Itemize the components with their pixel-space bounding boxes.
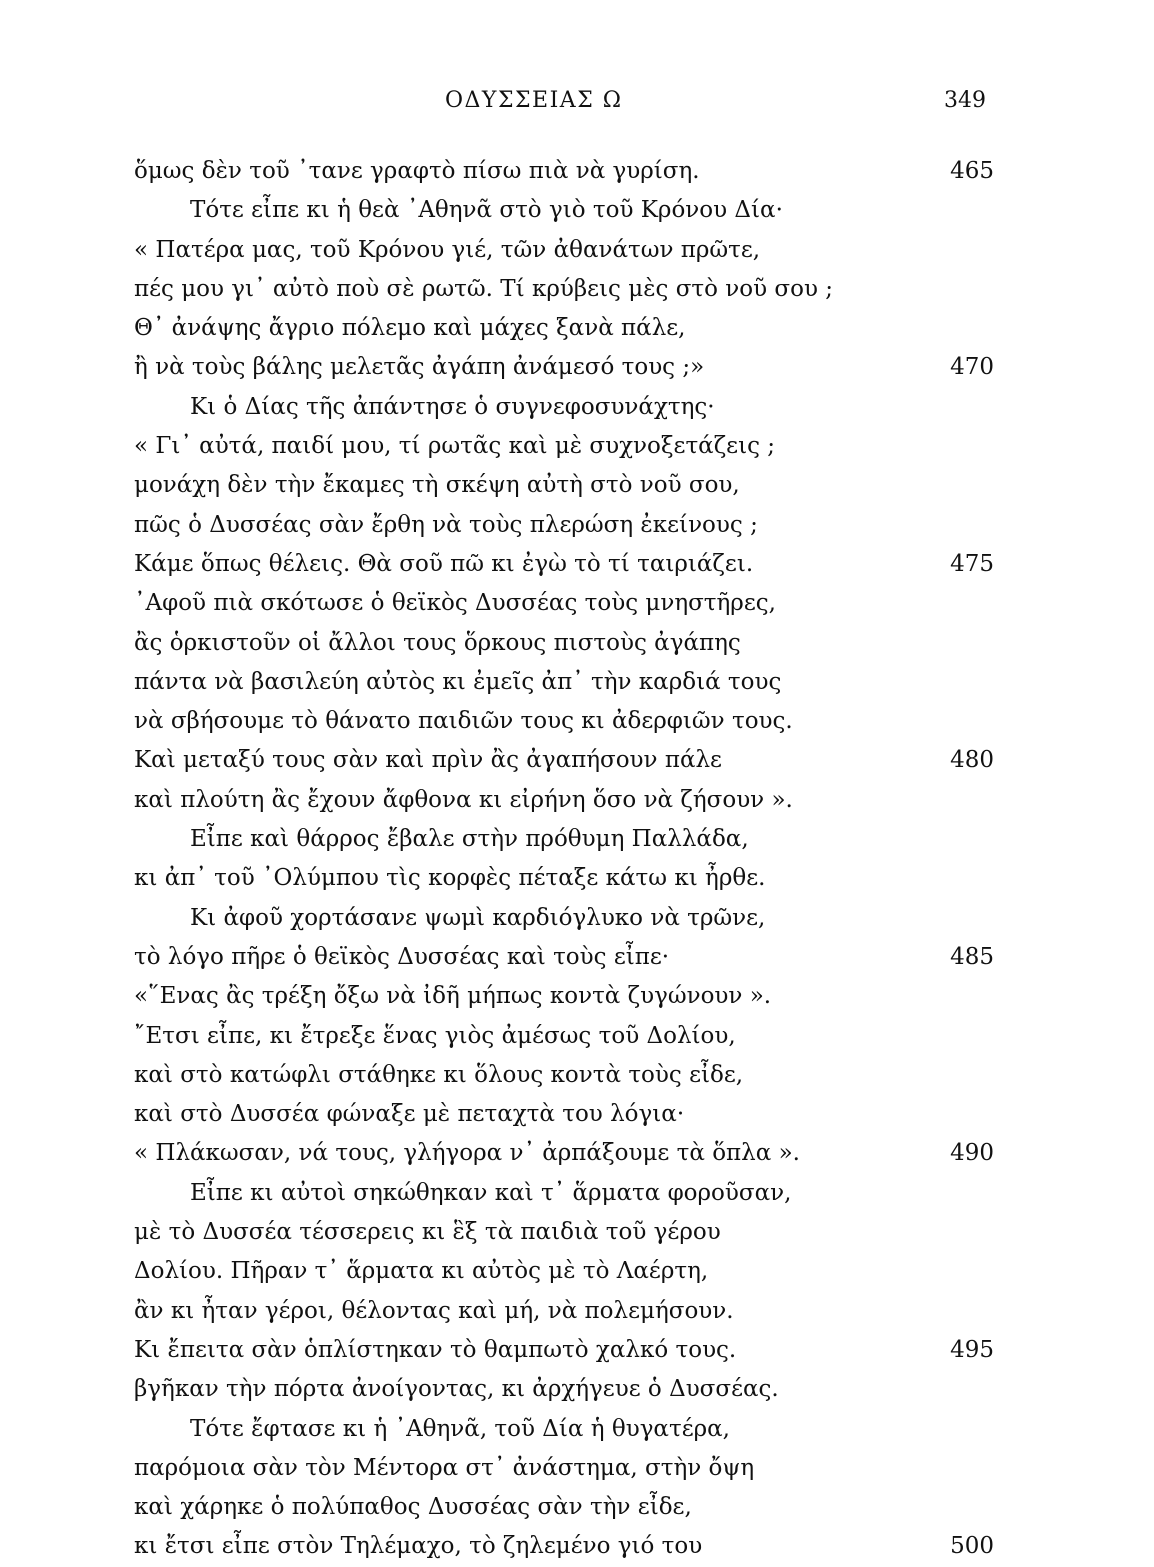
verse-line (134, 702, 994, 741)
verse-text: Κι ἀφοῦ χορτάσανε ψωμὶ καρδιόγλυκο νὰ τρῶνε, (190, 904, 766, 931)
verse-line (134, 741, 994, 780)
verse-line (134, 1056, 994, 1095)
verse-text: « Γι᾿ αὐτά, παιδί μου, τί ρωτᾶς καὶ μὲ συχνοξετάζεις ; (134, 433, 776, 460)
verse-text: Τότε εἶπε κι ἡ θεὰ ᾿Αθηνᾶ στὸ γιὸ τοῦ Κρόνου Δία· (190, 197, 783, 224)
verse-line (134, 348, 994, 387)
verse-text: Θ᾿ ἀνάψης ἄγριο πόλεμο καὶ μάχες ξανὰ πάλε, (134, 315, 686, 342)
verse-text: καὶ πλούτη ἂς ἔχουν ἄφθονα κι εἰρήνη ὅσο νὰ ζήσουν ». (134, 786, 793, 813)
verse-line (134, 388, 994, 427)
verse-text: « Πατέρα μας, τοῦ Κρόνου γιέ, τῶν ἀθανάτων πρῶτε, (134, 236, 761, 263)
verse-line (134, 663, 994, 702)
verse-text: κι ἀπ᾿ τοῦ ᾿Ολύμπου τὶς κορφὲς πέταξε κάτω κι ἦρθε. (134, 865, 766, 892)
running-head: ΟΔΥΣΣΕΙΑΣ Ω (445, 88, 623, 113)
verse-text: Καὶ μεταξύ τους σὰν καὶ πρὶν ἂς ἀγαπήσουν πάλε (134, 747, 722, 774)
verse-block (134, 152, 994, 1567)
verse-line (134, 1449, 994, 1488)
line-number: 495 (950, 1336, 994, 1363)
line-number: 500 (950, 1533, 994, 1560)
line-number: 490 (950, 1140, 994, 1167)
verse-text: Εἶπε κι αὐτοὶ σηκώθηκαν καὶ τ᾿ ἅρματα φοροῦσαν, (190, 1179, 792, 1206)
verse-text: ὅμως δὲν τοῦ ᾿τανε γραφτὸ πίσω πιὰ νὰ γυρίση. (134, 158, 700, 184)
verse-line (134, 270, 994, 309)
verse-text: ἢ νὰ τοὺς βάλης μελετᾶς ἀγάπη ἀνάμεσό τους ;» (134, 354, 705, 381)
verse-line (134, 1331, 994, 1370)
verse-text: Κι ὁ Δίας τῆς ἀπάντησε ὁ συγνεφοσυνάχτης· (190, 393, 715, 420)
verse-line (134, 1488, 994, 1527)
verse-text: μονάχη δὲν τὴν ἔκαμες τὴ σκέψη αὐτὴ στὸ νοῦ σου, (134, 472, 740, 499)
verse-line (134, 1213, 994, 1252)
page-number: 349 (944, 88, 986, 113)
verse-line (134, 1017, 994, 1056)
line-number: 470 (950, 354, 994, 381)
verse-line (134, 781, 994, 820)
verse-line (134, 1174, 994, 1213)
verse-line (134, 152, 994, 191)
verse-text: πάντα νὰ βασιλεύη αὐτὸς κι ἐμεῖς ἀπ᾿ τὴν καρδιά τους (134, 668, 782, 695)
line-number: 465 (950, 158, 994, 184)
line-number: 485 (950, 943, 994, 970)
verse-line (134, 309, 994, 348)
verse-line (134, 584, 994, 623)
verse-line (134, 624, 994, 663)
verse-line (134, 938, 994, 977)
line-number: 475 (950, 550, 994, 577)
verse-line (134, 1252, 994, 1291)
verse-line (134, 506, 994, 545)
verse-line (134, 466, 994, 505)
verse-line (134, 977, 994, 1016)
verse-text: καὶ στὸ Δυσσέα φώναξε μὲ πεταχτὰ του λόγια· (134, 1101, 685, 1128)
verse-line (134, 1292, 994, 1331)
verse-text: ῎Ετσι εἶπε, κι ἔτρεξε ἕνας γιὸς ἀμέσως τοῦ Δολίου, (134, 1022, 736, 1049)
verse-line (134, 1134, 994, 1173)
verse-line (134, 1527, 994, 1566)
verse-text: πές μου γι᾿ αὐτὸ ποὺ σὲ ρωτῶ. Τί κρύβεις μὲς στὸ νοῦ σου ; (134, 275, 834, 302)
verse-text: « Πλάκωσαν, νά τους, γλήγορα ν᾿ ἀρπάξουμε τὰ ὅπλα ». (134, 1140, 800, 1167)
verse-text: μὲ τὸ Δυσσέα τέσσερεις κι ἓξ τὰ παιδιὰ τοῦ γέρου (134, 1219, 721, 1246)
verse-line (134, 427, 994, 466)
verse-text: βγῆκαν τὴν πόρτα ἀνοίγοντας, κι ἀρχήγευε ὁ Δυσσέας. (134, 1376, 779, 1403)
verse-text: κι ἔτσι εἶπε στὸν Τηλέμαχο, τὸ ζηλεμένο γιό του (134, 1533, 703, 1560)
line-number: 480 (950, 747, 994, 774)
verse-line (134, 545, 994, 584)
verse-line (134, 1410, 994, 1449)
verse-line (134, 231, 994, 270)
verse-text: παρόμοια σὰν τὸν Μέντορα στ᾿ ἀνάστημα, στὴν ὄψη (134, 1454, 755, 1481)
verse-text: ἂν κι ἦταν γέροι, θέλοντας καὶ μή, νὰ πολεμήσουν. (134, 1297, 734, 1324)
verse-line (134, 859, 994, 898)
verse-line (134, 1370, 994, 1409)
verse-line (134, 820, 994, 859)
verse-text: νὰ σβήσουμε τὸ θάνατο παιδιῶν τους κι ἀδερφιῶν τους. (134, 708, 793, 735)
verse-text: Κάμε ὅπως θέλεις. Θὰ σοῦ πῶ κι ἐγὼ τὸ τί ταιριάζει. (134, 550, 754, 577)
verse-line (134, 899, 994, 938)
verse-line (134, 191, 994, 230)
verse-text: ᾿Αφοῦ πιὰ σκότωσε ὁ θεϊκὸς Δυσσέας τοὺς μνηστῆρες, (134, 590, 776, 617)
verse-text: Εἶπε καὶ θάρρος ἔβαλε στὴν πρόθυμη Παλλάδα, (190, 826, 749, 853)
verse-text: ἂς ὁρκιστοῦν οἱ ἄλλοι τους ὅρκους πιστοὺς ἀγάπης (134, 629, 741, 656)
verse-text: Κι ἔπειτα σὰν ὁπλίστηκαν τὸ θαμπωτὸ χαλκό τους. (134, 1336, 737, 1363)
verse-text: τὸ λόγο πῆρε ὁ θεϊκὸς Δυσσέας καὶ τοὺς εἶπε· (134, 943, 670, 970)
verse-line (134, 1095, 994, 1134)
verse-text: καὶ χάρηκε ὁ πολύπαθος Δυσσέας σὰν τὴν εἶδε, (134, 1494, 692, 1521)
verse-text: καὶ στὸ κατώφλι στάθηκε κι ὅλους κοντὰ τοὺς εἶδε, (134, 1061, 744, 1088)
verse-text: Δολίου. Πῆραν τ᾿ ἅρματα κι αὐτὸς μὲ τὸ Λαέρτη, (134, 1258, 709, 1285)
verse-text: Τότε ἔφτασε κι ἡ ᾿Αθηνᾶ, τοῦ Δία ἡ θυγατέρα, (190, 1415, 730, 1442)
verse-text: πῶς ὁ Δυσσέας σὰν ἔρθη νὰ τοὺς πλερώση ἐκείνους ; (134, 511, 758, 538)
verse-text: «῞Ενας ἂς τρέξη ὄξω νὰ ἰδῆ μήπως κοντὰ ζυγώνουν ». (134, 983, 772, 1010)
